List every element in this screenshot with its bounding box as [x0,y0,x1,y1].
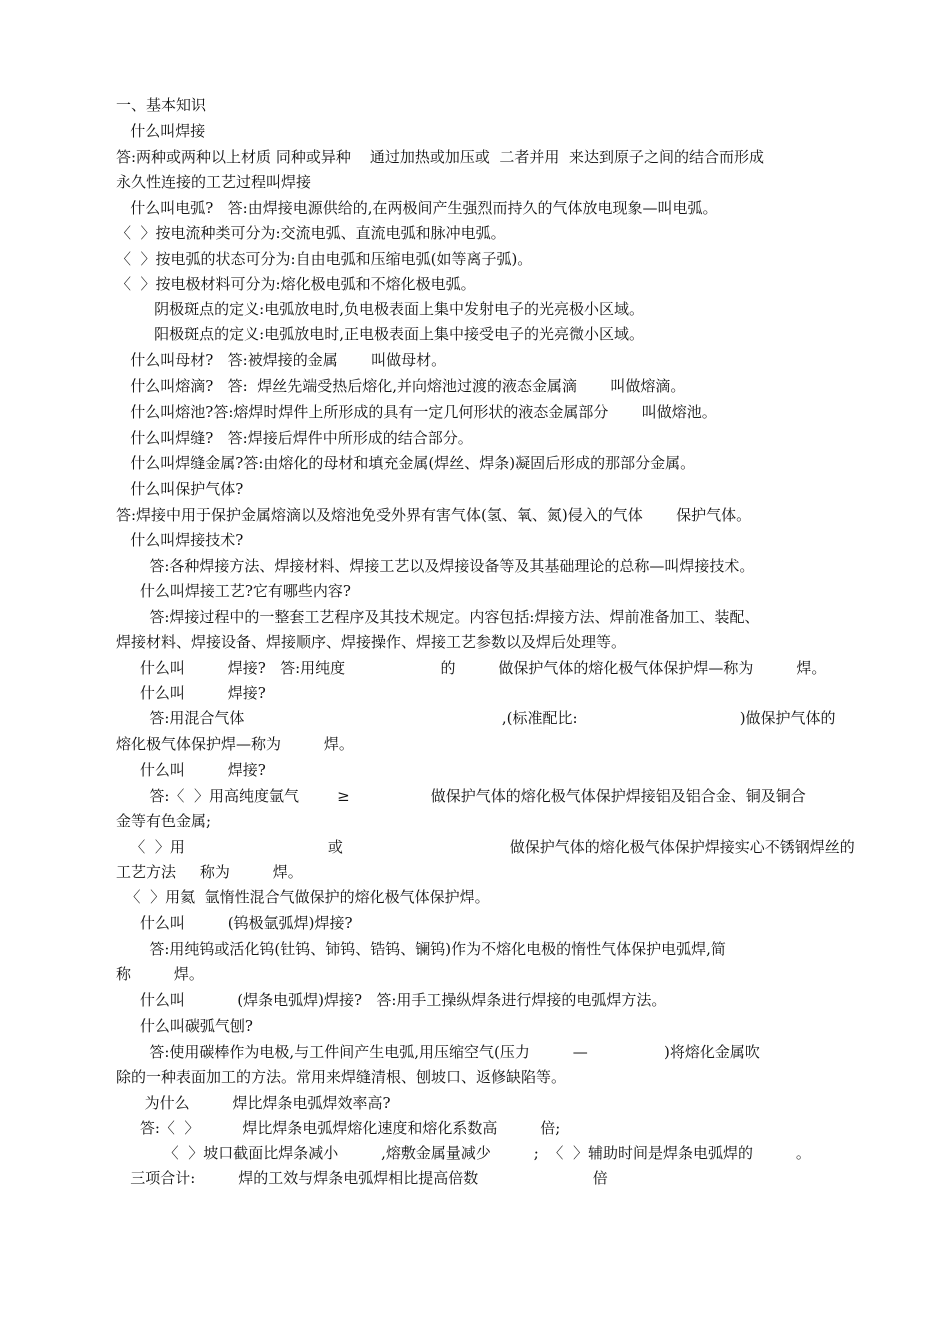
section-heading: 一、基本知识 [116,96,207,114]
answer-line: 答:焊接中用于保护金属熔滴以及熔池免受外界有害气体(氢、氧、氮)侵入的气体 保护气体。 [116,506,752,524]
answer-line: 除的一种表面加工的方法。常用来焊缝清根、刨坡口、返修缺陷等。 [116,1068,567,1086]
answer-line: 答:两种或两种以上材质 同种或异种 通过加热或加压或 二者并用 来达到原子之间的结合而形成 [116,148,764,166]
answer-line: 答:各种焊接方法、焊接材料、焊接工艺以及焊接设备等及其基础理论的总称—叫焊接技术。 [116,557,755,575]
answer-line: 〈 〉坡口截面比焊条减小 ,熔敷金属量减少 ; 〈 〉辅助时间是焊条电弧焊的 。 [116,1144,811,1162]
answer-line: 熔化极气体保护焊—称为 焊。 [116,735,354,753]
answer-line: 答:〈 〉 焊比焊条电弧焊熔化速度和熔化系数高 倍; [116,1119,561,1137]
answer-line: 答:用纯钨或活化钨(钍钨、铈钨、锆钨、镧钨)作为不熔化电极的惰性气体保护电弧焊,简 [116,940,726,958]
question-line: 什么叫电弧? 答:由焊接电源供给的,在两极间产生强烈而持久的气体放电现象—叫电弧。 [116,199,718,217]
question-line: 什么叫焊接工艺?它有哪些内容? [116,582,351,600]
question-line: 什么叫 (焊条电弧焊)焊接? 答:用手工操纵焊条进行焊接的电弧焊方法。 [116,991,667,1009]
question-line: 为什么 焊比焊条电弧焊效率高? [116,1094,391,1112]
answer-line: 答:焊接过程中的一整套工艺程序及其技术规定。内容包括:焊接方法、焊前准备加工、装配、 [116,608,760,626]
question-line: 什么叫保护气体? [116,480,244,498]
question-line: 什么叫焊缝? 答:焊接后焊件中所形成的结合部分。 [116,429,473,447]
list-item-line: 工艺方法 称为 焊。 [116,863,303,881]
list-item-line: 〈 〉用 或 做保护气体的熔化极气体保护焊接实心不锈钢焊丝的 [116,838,855,856]
answer-line: 答:使用碳棒作为电极,与工件间产生电弧,用压缩空气(压力 — )将熔化金属吹 [116,1043,760,1061]
answer-line: 焊接材料、焊接设备、焊接顺序、焊接操作、焊接工艺参数以及焊后处理等。 [116,633,627,651]
question-line: 什么叫 焊接? 答:用纯度 的 做保护气体的熔化极气体保护焊—称为 焊。 [116,659,827,677]
answer-line: 永久性连接的工艺过程叫焊接 [116,173,312,191]
question-line: 什么叫熔滴? 答: 焊丝先端受热后熔化,并向熔池过渡的液态金属滴 叫做熔滴。 [116,377,686,395]
answer-line: 答:〈 〉用高纯度氩气 ≥ 做保护气体的熔化极气体保护焊接铝及铝合金、铜及铜合 [116,787,806,805]
question-line: 什么叫焊接 [116,122,206,140]
answer-line: 称 焊。 [116,965,204,983]
summary-line: 三项合计: 焊的工效与焊条电弧焊相比提高倍数 倍 [116,1169,608,1187]
definition-line: 阴极斑点的定义:电弧放电时,负电极表面上集中发射电子的光亮极小区域。 [116,300,644,318]
answer-line: 金等有色金属; [116,812,212,830]
list-item-line: 〈 〉按电流种类可分为:交流电弧、直流电弧和脉冲电弧。 [116,224,506,242]
question-line: 什么叫焊缝金属?答:由熔化的母材和填充金属(焊丝、焊条)凝固后形成的那部分金属。 [116,454,696,472]
list-item-line: 〈 〉按电弧的状态可分为:自由电弧和压缩电弧(如等离子弧)。 [116,250,533,268]
definition-line: 阳极斑点的定义:电弧放电时,正电极表面上集中接受电子的光亮微小区域。 [116,325,644,343]
question-line: 什么叫 焊接? [116,761,266,779]
list-item-line: 〈 〉按电极材料可分为:熔化极电弧和不熔化极电弧。 [116,275,476,293]
question-line: 什么叫焊接技术? [116,531,244,549]
question-line: 什么叫母材? 答:被焊接的金属 叫做母材。 [116,351,447,369]
list-item-line: 〈 〉用氦 氩惰性混合气做保护的熔化极气体保护焊。 [116,888,490,906]
question-line: 什么叫熔池?答:熔焊时焊件上所形成的具有一定几何形状的液态金属部分 叫做熔池。 [116,403,717,421]
question-line: 什么叫碳弧气刨? [116,1017,253,1035]
question-line: 什么叫 (钨极氩弧焊)焊接? [116,914,353,932]
question-line: 什么叫 焊接? [116,684,266,702]
answer-line: 答:用混合气体 ,(标准配比: )做保护气体的 [116,709,836,727]
